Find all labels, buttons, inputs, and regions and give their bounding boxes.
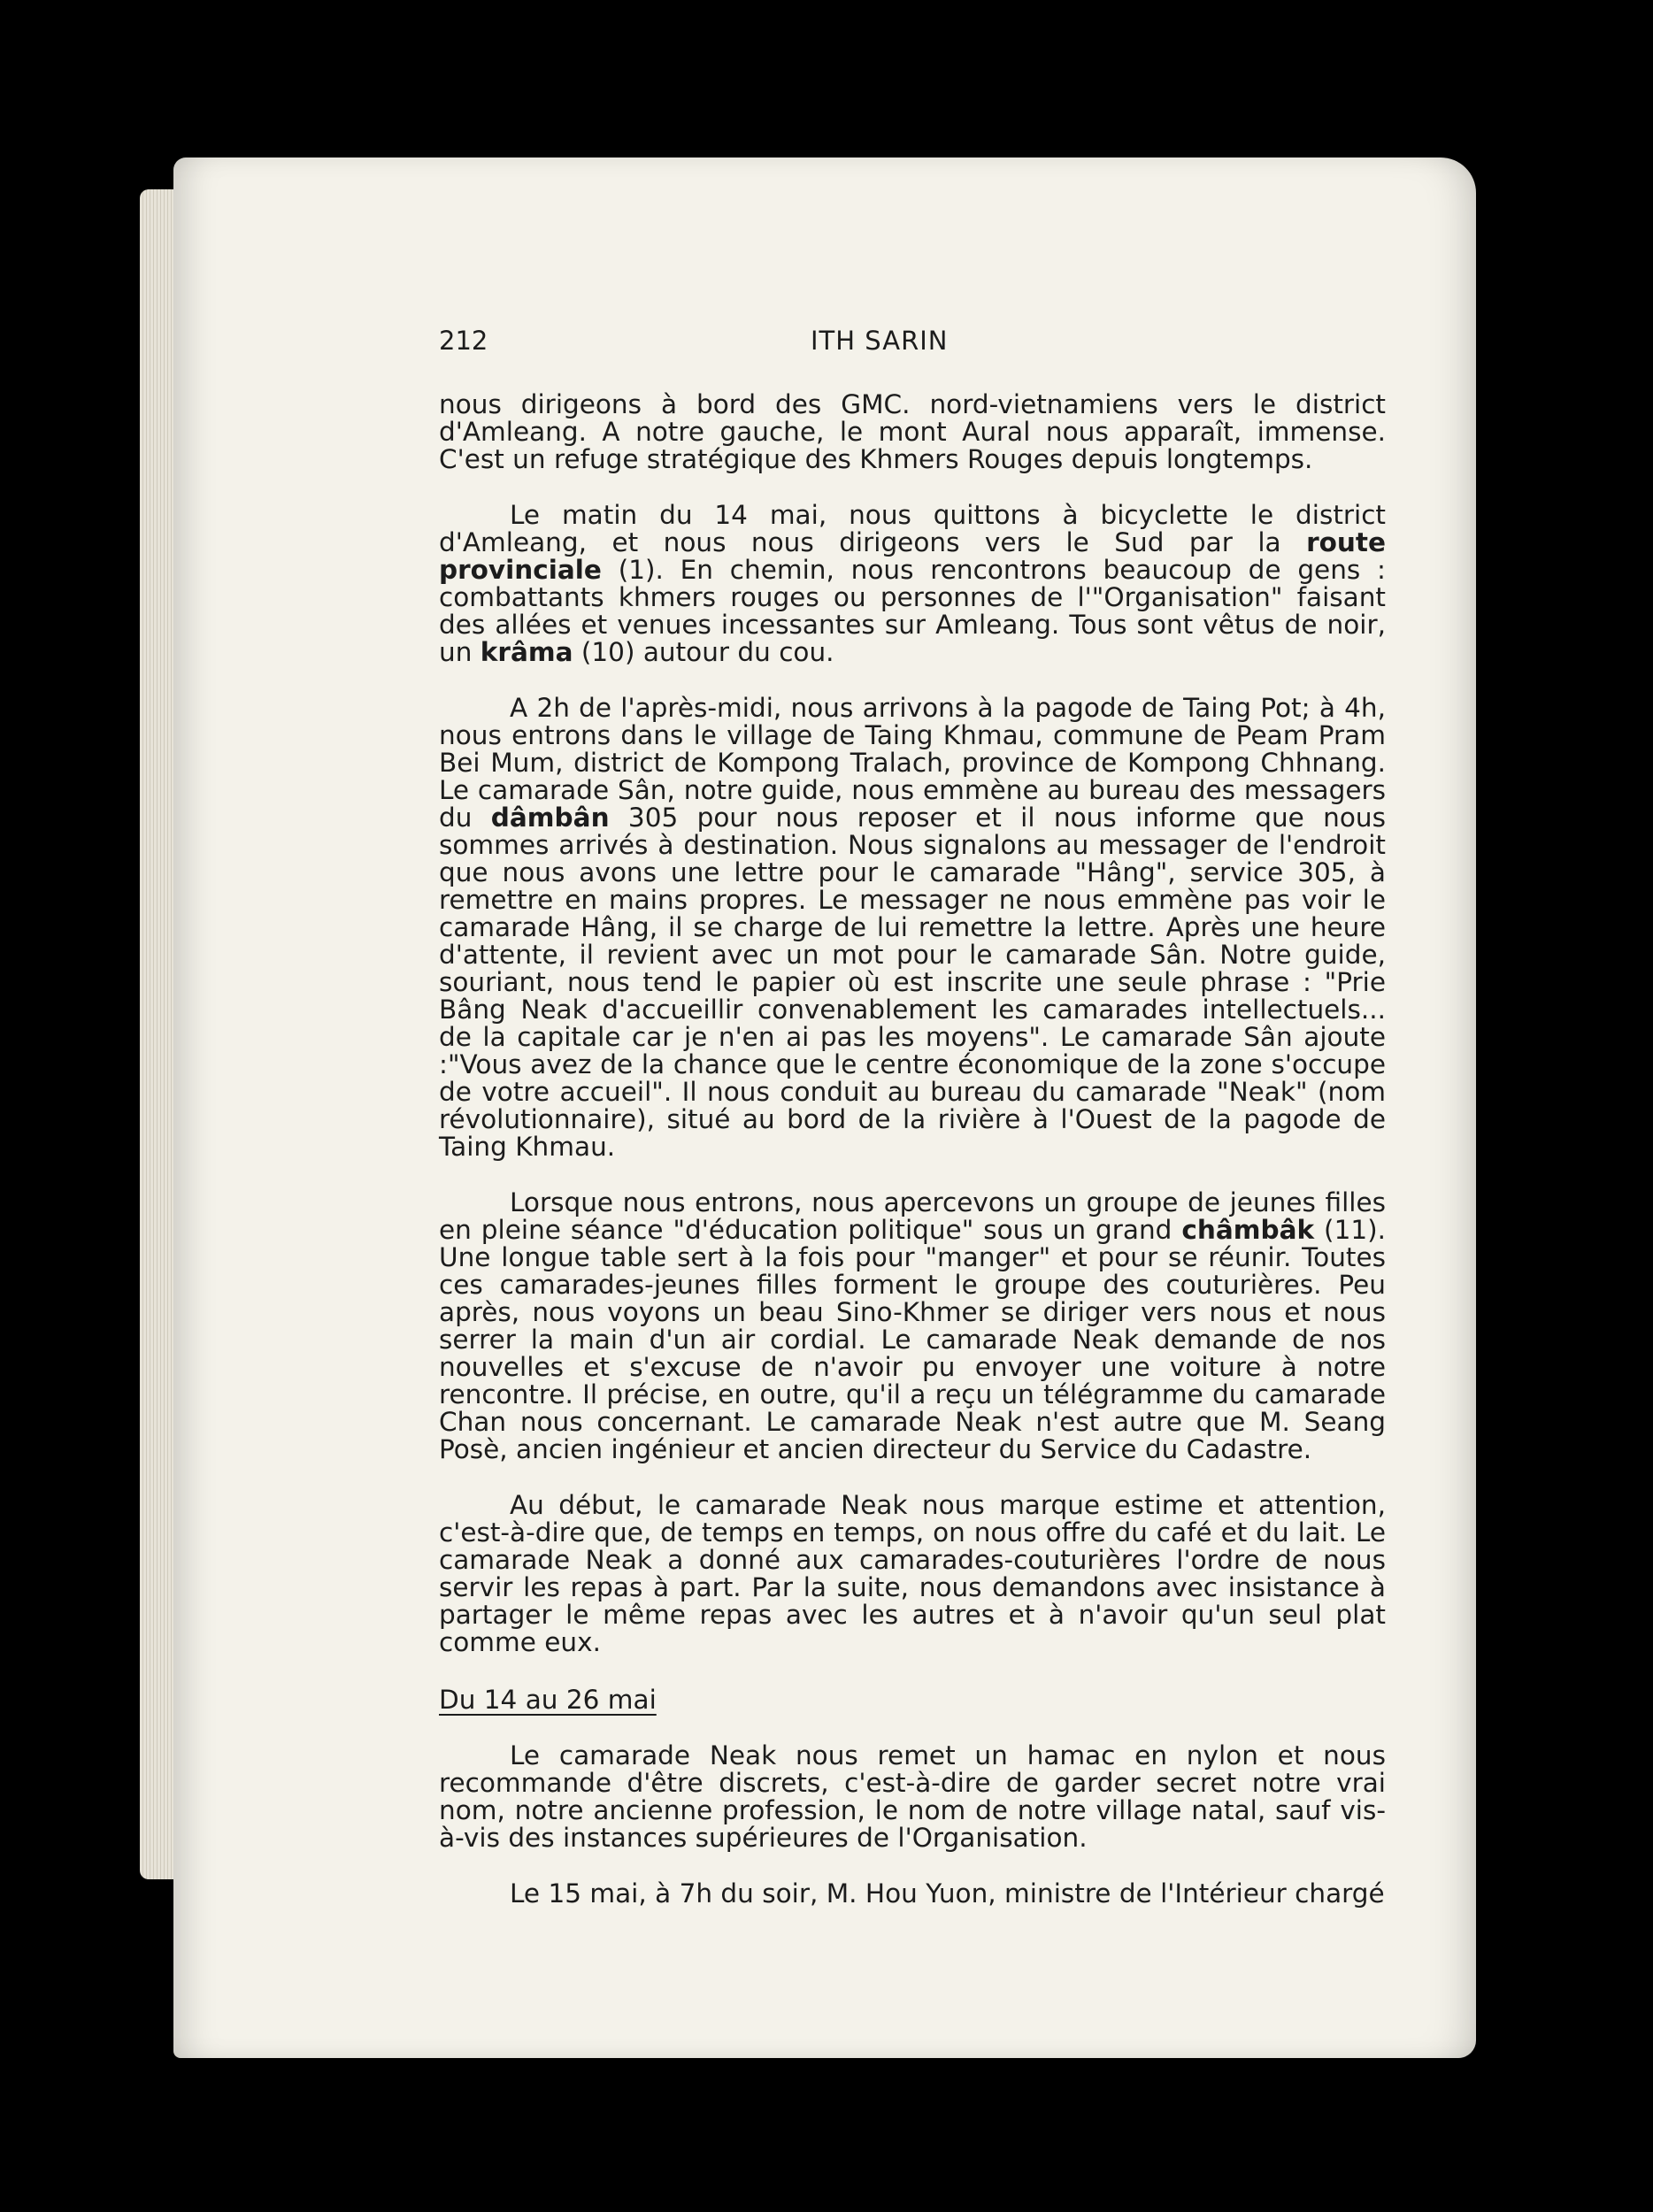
page-content (262, 327, 1403, 1908)
paragraph-gap (262, 1656, 1403, 1685)
text-run: (10) autour du cou. (573, 637, 834, 667)
text-run: A 2h de l'après-midi, nous arrivons à la pagode de Taing Pot; à 4h, nous entrons dans le village de Taing Khmau, commune de Peam Pram Bei Mum, district de Kompong Tralach, province de Kompong Chhnang. Le camarade Sân, notre guide, nous emmène au bureau des messagers du (439, 693, 1386, 833)
bold-term: krâma (480, 637, 573, 667)
page-header (262, 327, 1403, 363)
paragraph (262, 502, 1403, 666)
bold-term: châmbâk (1181, 1215, 1315, 1245)
text-run: Lorsque nous entrons, nous apercevons un groupe de jeunes filles en pleine séance "d'éducation politique" sous un grand (439, 1187, 1386, 1245)
paragraph (262, 1742, 1403, 1852)
body-text (262, 391, 1403, 1685)
text-run: 305 pour nous reposer et il nous informe que nous sommes arrivés à destination. Nous signalons au messager de l'endroit que nous avons une lettre pour le camarade "Hâng", service 305, à remettre en mains propres. Le messager ne nous emmène pas voir le camarade Hâng, il se charge de lui remettre la lettre. Après une heure d'attente, il revient avec un mot pour le camarade Sân. Notre guide, souriant, nous tend le papier où est inscrite une seule phrase : "Prie Bâng Neak d'accueillir convenablement les camarades intellectuels... de la capitale car je n'en ai pas les moyens". Le camarade Sân ajoute :"Vous avez de la chance que le centre économique de la zone s'occupe de votre accueil". Il nous conduit au bureau du camarade "Neak" (nom révolutionnaire), situé au bord de la rivière à l'Ouest de la pagode de Taing Khmau. (439, 803, 1386, 1162)
section-heading-wrap (262, 1685, 1403, 1742)
paragraph-gap (262, 1852, 1403, 1880)
body-text-continued (262, 1742, 1403, 1908)
text-run: nous dirigeons à bord des GMC. nord-vietnamiens vers le district d'Amleang. A notre gauche, le mont Aural nous apparaît, immense. C'est un refuge stratégique des Khmers Rouges depuis longtemps. (439, 389, 1386, 474)
text-run: (1). En chemin, nous rencontrons beaucoup de gens : combattants khmers rouges ou personnes de l'"Organisation" faisant des allées et venues incessantes sur Amleang. Tous sont vêtus de noir, un (439, 555, 1386, 667)
paragraph-gap (262, 1463, 1403, 1492)
paragraph (262, 695, 1403, 1161)
bold-term: dâmbân (490, 803, 610, 833)
paragraph (262, 391, 1403, 473)
paragraph-gap (262, 473, 1403, 502)
text-run: Le matin du 14 mai, nous quittons à bicyclette le district d'Amleang, et nous nous dirigeons vers le Sud par la (439, 500, 1386, 557)
paragraph (262, 1880, 1403, 1908)
running-head: ITH SARIN (811, 326, 949, 356)
text-run: Le camarade Neak nous remet un hamac en nylon et nous recommande d'être discrets, c'est-à-dire de garder secret notre vrai nom, notre ancienne profession, le nom de notre village natal, sauf vis-à-vis des instances supérieures de l'Organisation. (439, 1740, 1386, 1853)
text-run: Le 15 mai, à 7h du soir, M. Hou Yuon, ministre de l'Intérieur chargé (510, 1878, 1385, 1909)
text-run: Au début, le camarade Neak nous marque estime et attention, c'est-à-dire que, de temps en temps, on nous offre du café et du lait. Le camarade Neak a donné aux camarades-couturières l'ordre de nous servir les repas à part. Par la suite, nous demandons avec insistance à partager le même repas avec les autres et à n'avoir qu'un seul plat comme eux. (439, 1490, 1386, 1657)
bold-term: route provinciale (439, 527, 1386, 585)
paragraph-gap (262, 666, 1403, 695)
paragraph (262, 1189, 1403, 1463)
text-run: (11). Une longue table sert à la fois pour "manger" et pour se réunir. Toutes ces camarades-jeunes filles forment le groupe des couturières. Peu après, nous voyons un beau Sino-Khmer se diriger vers nous et nous serrer la main d'un air cordial. Le camarade Neak demande de nos nouvelles et s'excuse de n'avoir pu envoyer une voiture à notre rencontre. Il précise, en outre, qu'il a reçu un télégramme du camarade Chan nous concernant. Le camarade Neak n'est autre que M. Seang Posè, ancien ingénieur et ancien directeur du Service du Cadastre. (439, 1215, 1386, 1464)
paragraph (262, 1492, 1403, 1656)
section-heading: Du 14 au 26 mai (439, 1685, 657, 1715)
paragraph-gap (262, 1161, 1403, 1189)
page-number: 212 (439, 326, 488, 356)
